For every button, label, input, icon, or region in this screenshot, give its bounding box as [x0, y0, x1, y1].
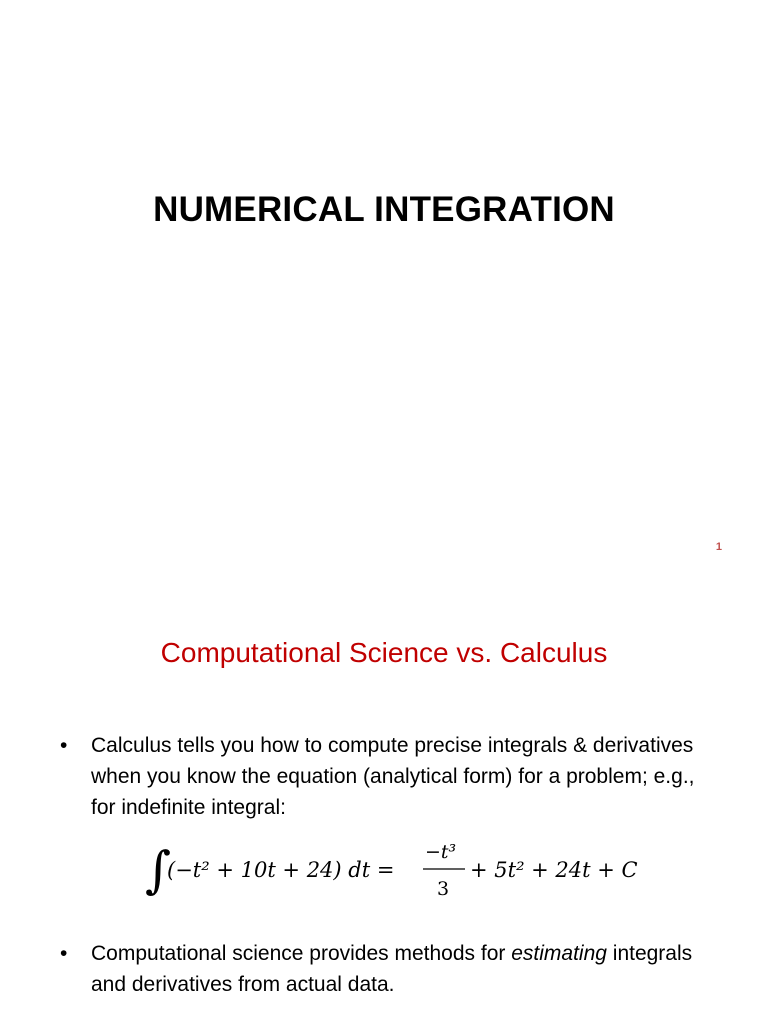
- slide-title: NUMERICAL INTEGRATION: [153, 190, 615, 229]
- integral-equation: [145, 835, 665, 905]
- slide-heading: Computational Science vs. Calculus: [160, 637, 608, 668]
- fraction-numerator: −t³: [425, 841, 457, 863]
- bullet-dot: •: [60, 942, 68, 965]
- integral-sign: ∫: [145, 841, 172, 899]
- bullet-text-suffix: integrals and derivatives from actual data.: [91, 942, 693, 996]
- bullet-text: Calculus tells you how to compute precise integrals & derivatives when you know the equation (analytical form) for a problem; e.g., for indefinite integral:: [91, 734, 695, 819]
- bullet-dot: •: [60, 734, 68, 757]
- bullet-text: [91, 938, 720, 1000]
- content-slide: [0, 580, 768, 1024]
- bullet-item-calculus: [60, 730, 720, 823]
- fraction-denominator: 3: [437, 878, 450, 900]
- bullet-emphasis: estimating: [511, 942, 607, 965]
- bullet-text-prefix: Computational science provides methods for: [91, 942, 512, 965]
- bullet-item-computational: [60, 938, 720, 1000]
- equation-lhs: (−t² + 10t + 24) dt =: [167, 858, 395, 882]
- page-number: 1: [715, 541, 722, 553]
- equation-rhs: + 5t² + 24t + C: [470, 858, 638, 882]
